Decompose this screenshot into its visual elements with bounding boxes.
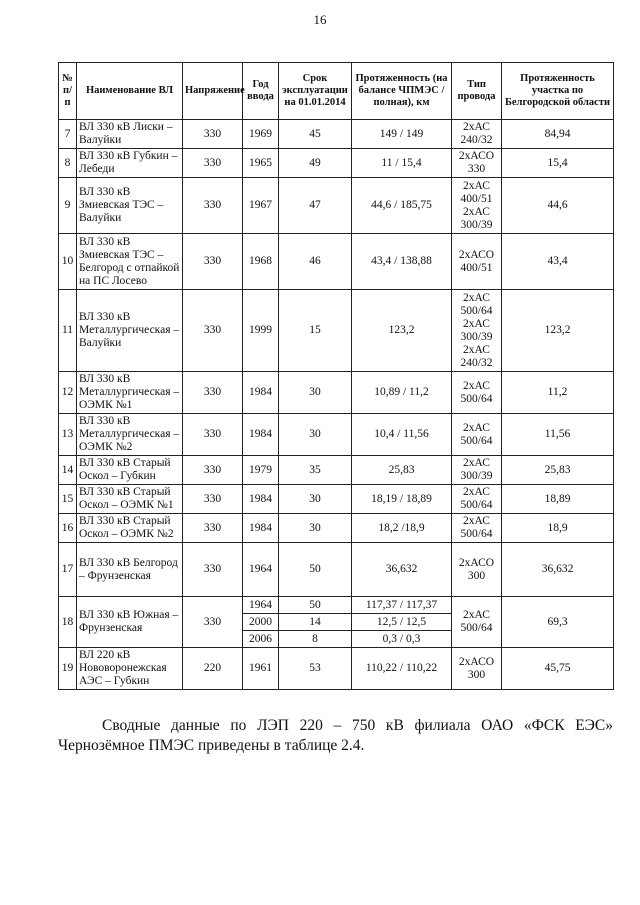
table-row xyxy=(59,234,614,290)
cell-name: ВЛ 330 кВ Металлургическая – Валуйки xyxy=(77,290,183,372)
cell-length: 123,2 xyxy=(352,290,452,372)
cell-name: ВЛ 220 кВ Нововоронежская АЭС – Губкин xyxy=(77,648,183,690)
summary-paragraph: Сводные данные по ЛЭП 220 – 750 кВ филиала ОАО «ФСК ЕЭС» Чернозёмное ПМЭС приведены в таблице 2.4. xyxy=(58,716,613,754)
cell-name: ВЛ 330 кВ Губкин – Лебеди xyxy=(77,149,183,178)
cell-year: 2000 xyxy=(243,614,279,631)
cell-voltage: 330 xyxy=(183,290,243,372)
cell-voltage: 330 xyxy=(183,514,243,543)
table-row xyxy=(59,290,614,372)
table-row xyxy=(59,648,614,690)
cell-wire: 2хАС 500/64 2хАС 300/39 2хАС 240/32 xyxy=(452,290,502,372)
cell-voltage: 330 xyxy=(183,372,243,414)
cell-region-length: 45,75 xyxy=(502,648,614,690)
cell-length: 18,19 / 18,89 xyxy=(352,485,452,514)
cell-region-length: 25,83 xyxy=(502,456,614,485)
cell-wire: 2хАСО 300 xyxy=(452,543,502,597)
header-name: Наименование ВЛ xyxy=(77,63,183,120)
cell-year: 1964 xyxy=(243,597,279,614)
cell-length: 149 / 149 xyxy=(352,120,452,149)
cell-length: 44,6 / 185,75 xyxy=(352,178,452,234)
cell-num: 11 xyxy=(59,290,77,372)
table-row xyxy=(59,485,614,514)
table-row xyxy=(59,149,614,178)
header-row xyxy=(59,63,614,120)
header-wire: Тип провода xyxy=(452,63,502,120)
table-row xyxy=(59,543,614,597)
cell-term: 15 xyxy=(279,290,352,372)
cell-length: 117,37 / 117,37 xyxy=(352,597,452,614)
cell-wire: 2хАС 500/64 xyxy=(452,485,502,514)
cell-year: 1979 xyxy=(243,456,279,485)
cell-term: 45 xyxy=(279,120,352,149)
cell-voltage: 330 xyxy=(183,485,243,514)
header-num: № п/п xyxy=(59,63,77,120)
cell-length: 10,89 / 11,2 xyxy=(352,372,452,414)
cell-length: 25,83 xyxy=(352,456,452,485)
cell-length: 11 / 15,4 xyxy=(352,149,452,178)
cell-length: 36,632 xyxy=(352,543,452,597)
cell-num: 19 xyxy=(59,648,77,690)
cell-year: 1984 xyxy=(243,514,279,543)
cell-term: 53 xyxy=(279,648,352,690)
cell-name: ВЛ 330 кВ Старый Оскол – Губкин xyxy=(77,456,183,485)
table-row xyxy=(59,372,614,414)
cell-num: 13 xyxy=(59,414,77,456)
cell-voltage: 330 xyxy=(183,178,243,234)
cell-num: 9 xyxy=(59,178,77,234)
cell-num: 14 xyxy=(59,456,77,485)
cell-year: 1984 xyxy=(243,485,279,514)
cell-region-length: 18,9 xyxy=(502,514,614,543)
cell-voltage: 330 xyxy=(183,543,243,597)
cell-num: 17 xyxy=(59,543,77,597)
cell-voltage: 220 xyxy=(183,648,243,690)
cell-wire: 2хАС 500/64 xyxy=(452,597,502,648)
power-lines-table xyxy=(58,62,614,690)
cell-year: 1999 xyxy=(243,290,279,372)
cell-wire: 2хАС 300/39 xyxy=(452,456,502,485)
cell-length: 110,22 / 110,22 xyxy=(352,648,452,690)
cell-num: 18 xyxy=(59,597,77,648)
table-row xyxy=(59,514,614,543)
cell-num: 10 xyxy=(59,234,77,290)
cell-num: 7 xyxy=(59,120,77,149)
cell-wire: 2хАС 500/64 xyxy=(452,514,502,543)
cell-voltage: 330 xyxy=(183,120,243,149)
table-row xyxy=(59,178,614,234)
cell-year: 1968 xyxy=(243,234,279,290)
cell-wire: 2хАС 240/32 xyxy=(452,120,502,149)
header-voltage: Напряжение xyxy=(183,63,243,120)
cell-term: 8 xyxy=(279,631,352,648)
table-row-split xyxy=(59,597,614,614)
cell-num: 15 xyxy=(59,485,77,514)
cell-year: 1964 xyxy=(243,543,279,597)
cell-region-length: 11,56 xyxy=(502,414,614,456)
cell-wire: 2хАС 500/64 xyxy=(452,414,502,456)
cell-voltage: 330 xyxy=(183,234,243,290)
header-term: Срок эксплуатации на 01.01.2014 xyxy=(279,63,352,120)
cell-region-length: 123,2 xyxy=(502,290,614,372)
cell-term: 30 xyxy=(279,372,352,414)
cell-name: ВЛ 330 кВ Старый Оскол – ОЭМК №1 xyxy=(77,485,183,514)
cell-name: ВЛ 330 кВ Змиевская ТЭС – Белгород с отпайкой на ПС Лосево xyxy=(77,234,183,290)
cell-region-length: 69,3 xyxy=(502,597,614,648)
cell-region-length: 11,2 xyxy=(502,372,614,414)
cell-voltage: 330 xyxy=(183,149,243,178)
cell-voltage: 330 xyxy=(183,414,243,456)
cell-voltage: 330 xyxy=(183,597,243,648)
cell-wire: 2хАСО 400/51 xyxy=(452,234,502,290)
cell-wire: 2хАС 400/51 2хАС 300/39 xyxy=(452,178,502,234)
cell-wire: 2хАСО 330 xyxy=(452,149,502,178)
cell-length: 43,4 / 138,88 xyxy=(352,234,452,290)
header-year: Год ввода xyxy=(243,63,279,120)
cell-name: ВЛ 330 кВ Белгород – Фрунзенская xyxy=(77,543,183,597)
cell-wire: 2хАС 500/64 xyxy=(452,372,502,414)
cell-length: 12,5 / 12,5 xyxy=(352,614,452,631)
cell-num: 16 xyxy=(59,514,77,543)
cell-year: 1984 xyxy=(243,372,279,414)
cell-year: 2006 xyxy=(243,631,279,648)
cell-name: ВЛ 330 кВ Старый Оскол – ОЭМК №2 xyxy=(77,514,183,543)
cell-name: ВЛ 330 кВ Змиевская ТЭС – Валуйки xyxy=(77,178,183,234)
cell-num: 8 xyxy=(59,149,77,178)
cell-name: ВЛ 330 кВ Южная – Фрунзенская xyxy=(77,597,183,648)
cell-length: 10,4 / 11,56 xyxy=(352,414,452,456)
table-row xyxy=(59,414,614,456)
cell-voltage: 330 xyxy=(183,456,243,485)
cell-num: 12 xyxy=(59,372,77,414)
cell-region-length: 18,89 xyxy=(502,485,614,514)
header-region-length: Протяженность участка по Белгородской области xyxy=(502,63,614,120)
cell-term: 14 xyxy=(279,614,352,631)
cell-region-length: 43,4 xyxy=(502,234,614,290)
cell-term: 50 xyxy=(279,597,352,614)
cell-region-length: 15,4 xyxy=(502,149,614,178)
cell-term: 30 xyxy=(279,514,352,543)
cell-term: 30 xyxy=(279,414,352,456)
table-row xyxy=(59,120,614,149)
cell-region-length: 44,6 xyxy=(502,178,614,234)
cell-length: 18,2 /18,9 xyxy=(352,514,452,543)
cell-region-length: 36,632 xyxy=(502,543,614,597)
cell-term: 46 xyxy=(279,234,352,290)
table-row xyxy=(59,456,614,485)
cell-name: ВЛ 330 кВ Лиски – Валуйки xyxy=(77,120,183,149)
cell-term: 49 xyxy=(279,149,352,178)
cell-year: 1984 xyxy=(243,414,279,456)
cell-year: 1969 xyxy=(243,120,279,149)
cell-name: ВЛ 330 кВ Металлургическая – ОЭМК №1 xyxy=(77,372,183,414)
cell-year: 1961 xyxy=(243,648,279,690)
cell-wire: 2хАСО 300 xyxy=(452,648,502,690)
cell-term: 35 xyxy=(279,456,352,485)
cell-length: 0,3 / 0,3 xyxy=(352,631,452,648)
page-number: 16 xyxy=(313,12,327,27)
cell-year: 1965 xyxy=(243,149,279,178)
cell-region-length: 84,94 xyxy=(502,120,614,149)
cell-term: 50 xyxy=(279,543,352,597)
header-length: Протяженность (на балансе ЧПМЭС / полная), км xyxy=(352,63,452,120)
cell-term: 30 xyxy=(279,485,352,514)
cell-name: ВЛ 330 кВ Металлургическая – ОЭМК №2 xyxy=(77,414,183,456)
cell-year: 1967 xyxy=(243,178,279,234)
cell-term: 47 xyxy=(279,178,352,234)
